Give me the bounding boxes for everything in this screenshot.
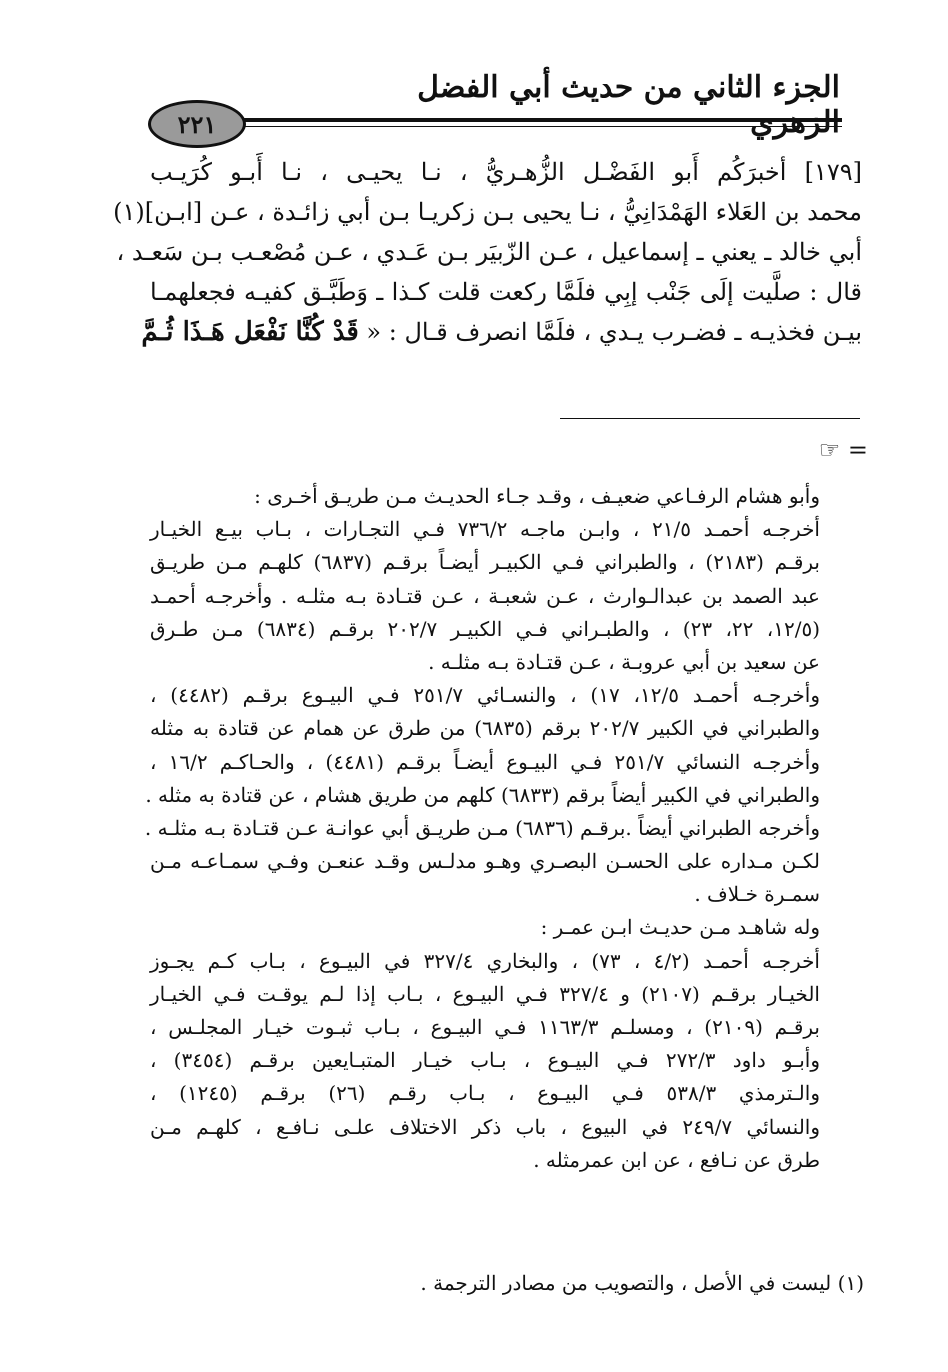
footnote-line: برقـم (٢١٨٣) ، والطبراني فـي الكبيـر أيضـاً برقـم (٦٨٣٧) كلهـم مـن طريـق (150, 550, 820, 575)
footnote-line: وأخرجـه النسائي ٢٥١/٧ فـي البيـوع أيضـاً برقـم (٤٤٨١) ، والحـاكـم ١٦/٢ ، (150, 749, 820, 774)
footnote-line: الخيـار برقـم (٢١٠٧) و ٣٢٧/٤ فـي البيـوع ، بـاب إذا لـم يوقـت فـي الخيـار (150, 981, 820, 1006)
page-number: ٢٢١ (177, 109, 217, 139)
footnote-line: سمـرة خـلاف . (694, 882, 820, 907)
main-text-line: قال : صلَّيت إلَى جَنْب إبِي فلَمَّا ركعت قلت كـذا ـ وَطَبَّـق كفيـه فجعلهمـا (150, 278, 862, 306)
footnote-line: وأخرجه الطبراني أيضاً .برقـم (٦٨٣٦) مـن طريـق أبي عوانـة عـن قتـادة بـه مثلـه . (144, 815, 820, 840)
main-text-line: [١٧٩] أخبرَكُم أَبو الفَضْـل الزُّهـريُّ ، نـا يحيـى ، نـا أَبـو كُرَيـب (150, 158, 862, 186)
page-number-badge (148, 100, 246, 148)
footnote-line: طرق عن نـافع ، عن ابن عمرمثله . (533, 1147, 820, 1172)
footnote-line: برقـم (٢١٠٩) ، ومسلـم ١١٦٣/٣ فـي البيـوع ، بـاب ثبـوت خيـار المجلـس ، (150, 1015, 820, 1039)
main-text (113, 152, 862, 352)
footnote-line: وله شاهـد مـن حديـث ابـن عمـر : (540, 915, 820, 940)
footnote-line: والنسائي ٢٤٩/٧ في البيوع ، باب ذكر الاختلاف علـى نـافـع ، كلهـم مـن (150, 1114, 820, 1139)
footnote-line: والطبراني في الكبير أيضاً برقم (٦٨٣٣) كلهم من طريق هشام ، عن قتادة به مثله . (145, 782, 820, 807)
footnote-line: عن سعيد بن أبي عروبـة ، عـن قتـادة بـه مثلـه . (428, 649, 820, 674)
hadith-quote: قَدْ كُنَّا نَفْعَل هَـذَا ثُـمَّ (141, 317, 359, 347)
footnote-line: وأخرجـه أحمـد ١٢/٥، ١٧) ، والنسـائي ٢٥١/٧ فـي البيـوع برقـم (٤٤٨٢) ، (150, 683, 820, 708)
footnote-line: وأبـو داود ٢٧٢/٣ فـي البيـوع ، بـاب خيـار المتبـايعين برقـم (٣٤٥٤) ، (150, 1048, 820, 1073)
footnote-separator (560, 418, 860, 419)
footnote-line: والـترمذي ٥٣٨/٣ فـي البيـوع ، بـاب رقـم (٢٦) برقـم (١٢٤٥) ، (150, 1081, 820, 1106)
header-rule (232, 118, 842, 122)
main-text-line: أبي خالد ـ يعني ـ إسماعيل ، عـن الزّبيَر بـن عَـدي ، عـن مُصْعـب بـن سَعـد ، (116, 238, 862, 266)
footnote-line: أخرجـه أحمـد ٢١/٥ ، وابـن ماجـه ٧٣٦/٢ فـي التجـارات ، بـاب بيـع الخيـار (150, 517, 820, 542)
footnote-line: وأبو هشام الرفـاعي ضعيـف ، وقـد جـاء الحديـث مـن طريـق أخـرى : (254, 484, 820, 508)
footnote-1: (١) ليست في الأصل ، والتصويب من مصادر الترجمة . (420, 1271, 864, 1295)
footnote-line: والطبراني في الكبير ٢٠٢/٧ برقم (٦٨٣٥) من طرق عن همام عن قتادة به مثله (150, 716, 820, 741)
footnote-line: لكـن مـداره على الحسـن البصـري وهـو مدلـس وقـد عنعـن وفـي سمـاعـه مـن (150, 849, 820, 874)
continuation-mark: = ☞ (818, 436, 868, 464)
main-text-line-start: بيـن فخذيـه ـ فضـرب يـدي ، فلَمَّا انصرف قـال : « (358, 318, 862, 346)
main-text-line: محمد بن العَلاء الهَمْدَانِيُّ ، نـا يحيى بـن زكريـا بـن أبي زائـدة ، عـن [ابـن](١) (113, 198, 862, 226)
header-rule-thin (232, 126, 842, 127)
footnotes-block (144, 480, 821, 1177)
main-text-line-last (141, 312, 862, 352)
footnote-line: أخرجـه أحمـد (٤/٢ ، ٧٣) ، والبخاري ٣٢٧/٤ في البيـوع ، بـاب كـم يجـوز (150, 948, 820, 973)
footnote-line: عبد الصمد بن عبدالـوارث ، عـن شعبـة ، عـن قتـادة بـه مثلـه . وأخرجـه أحمـد (150, 583, 820, 608)
running-header-title: الجزء الثاني من حديث أبي الفضل الزهري (417, 70, 840, 140)
footnote-line: (١٢/٥، ٢٢، ٢٣) ، والطبـراني فـي الكبيـر ٢٠٢/٧ برقـم (٦٨٣٤) مـن طـرق (150, 616, 821, 641)
